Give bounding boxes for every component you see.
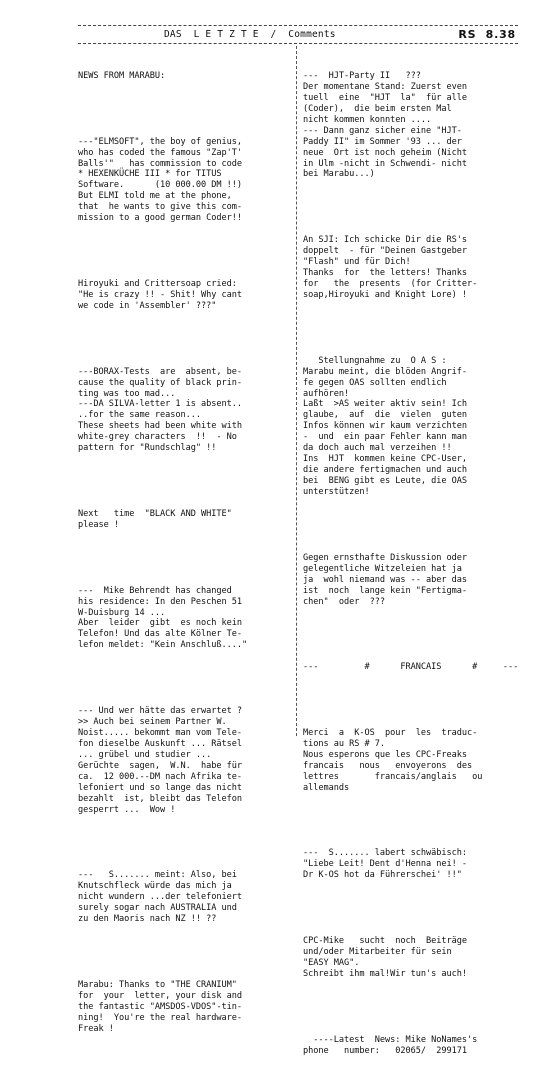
paragraph-hjt-party: --- HJT-Party II ??? Der momentane Stand: Zuerst even tuell eine "HJT la" für alle (Coder), die beim ersten Mal nicht kommen konnten .... --- Dann ganz sicher eine "HJT- Paddy II" im Sommer '93 ... der neue Ort ist noch geheim (Nicht in Ulm -nicht in Schwendi- nicht bei Marabu...) (303, 70, 467, 180)
heading-francais: --- # FRANCAIS # --- (303, 662, 519, 673)
paragraph-cranium: Marabu: Thanks to "THE CRANIUM" for your letter, your disk and the fantastic "AMSDOS-VDOS"-tin- ning! You're the real hardware- Freak ! (78, 979, 242, 1034)
column-divider (296, 46, 297, 736)
paragraph-latest-news: ----Latest News: Mike NoNames's phone number: 02065/ 299171 (303, 1034, 478, 1056)
paragraph-next-time: Next time "BLACK AND WHITE" please ! (78, 508, 232, 530)
spacer (78, 553, 294, 564)
paragraph-diskussion: Gegen ernsthafte Diskussion oder gelegentliche Witzeleien hat ja ja wohl niemand was -- aber das ist noch lange kein "Fertigma- chen" oder ??? (303, 552, 467, 607)
paragraph-schwaebisch: --- S....... labert schwäbisch: "Liebe Leit! Dent d'Henna nei! - Dr K-OS hot da Führerschei' !!" (303, 848, 467, 881)
paragraph-sji: An SJI: Ich schicke Dir die RS's doppelt - für "Deinen Gastgeber "Flash" und für Dich! Thanks for the letters! Thanks for the presents (for Critter- soap,Hiroyuki and Knight Lore) ! (303, 235, 478, 300)
spacer (303, 323, 521, 334)
paragraph-knutschfleck: --- S....... meint: Also, bei Knutschfleck würde das mich ja nicht wundern ...der telefoniert surely sogar nach AUSTRALIA und zu den Maoris nach NZ !! ?? (78, 870, 242, 925)
spacer (303, 903, 521, 914)
right-column (303, 49, 521, 1068)
left-column (78, 49, 294, 1046)
spacer (303, 695, 521, 706)
paragraph-elmsoft: ---"ELMSOFT", the boy of genius, who has coded the famous "Zap'T' Balls'" has commission to code * HEXENKÜCHE III * for TITUS Software. (10 000.00 DM !!) But ELMI told me at the phone, that he wants to give this com- mission to a good german Coder!! (78, 136, 242, 224)
paragraph-cpc-mike: CPC-Mike sucht noch Beiträge und/oder Mitarbeiter für sein "EASY MAG". Schreibt ihm mal!Wir tun's auch! (303, 936, 467, 979)
header-title: DAS L E T Z T E / Comments (164, 29, 336, 40)
header-rule (78, 43, 518, 44)
spacer (78, 104, 294, 115)
spacer (78, 947, 294, 958)
spacer (78, 476, 294, 487)
spacer (303, 202, 521, 213)
page-header (78, 28, 518, 42)
paragraph-borax: ---BORAX-Tests are absent, be- cause the quality of black prin- ting was too mad... ---DA SILVA-letter 1 is absent.. ..for the same reason... These sheets had been white with white-grey characters !! - No pattern for "Rundschlag" !! (78, 366, 242, 454)
spacer (78, 838, 294, 849)
header-issue: RS 8.38 (458, 28, 516, 41)
paragraph-behrendt: --- Mike Behrendt has changed his residence: In den Peschen 51 W-Duisburg 14 ... Aber leider gibt es noch kein Telefon! Und das alte Kölner Te- lefon meldet: "Kein Anschluß...." (78, 585, 248, 651)
spacer (78, 334, 294, 345)
paragraph-noist: --- Und wer hätte das erwartet ? >> Auch bei seinem Partner W. Noist..... bekommt man vom Tele- fon dieselbe Auskunft ... Rätsel ... grübel und studier ... Gerüchte sagen, W.N. habe für ca. 12 000.--DM nach Afrika te- lefoniert und so lange das nicht bezahlt ist, bleibt das Telefon gesperrt ... Wow ! (78, 706, 242, 815)
spacer (303, 520, 521, 531)
news-heading: NEWS FROM MARABU: (78, 70, 166, 81)
spacer (78, 246, 294, 257)
spacer (303, 816, 521, 827)
spacer (303, 629, 521, 640)
spacer (78, 673, 294, 684)
paragraph-hiroyuki: Hiroyuki and Crittersoap cried: "He is crazy !! - Shit! Why cant we code in 'Assembler' ???" (78, 278, 242, 311)
paragraph-oas: Stellungnahme zu O A S : Marabu meint, die blöden Angrif- fe gegen OAS sollten endlich aufhören! Laßt >AS weiter aktiv sein! Ich glaube, auf die vielen guten Infos können wir kaum verzichten - und ein paar Fehler kann man da doch auch mal verzeihen !! Ins HJT kommen keine CPC-User, die andere fertigmachen und auch bei BENG gibt es Leute, die OAS unterstützen! (303, 355, 467, 498)
spacer (303, 1002, 521, 1013)
paragraph-merci: Merci a K-OS pour les traduc- tions au RS # 7. Nous esperons que les CPC-Freaks francais nous envoyerons des lettres francais/anglais ou allemands (303, 728, 483, 793)
top-rule (78, 25, 518, 26)
